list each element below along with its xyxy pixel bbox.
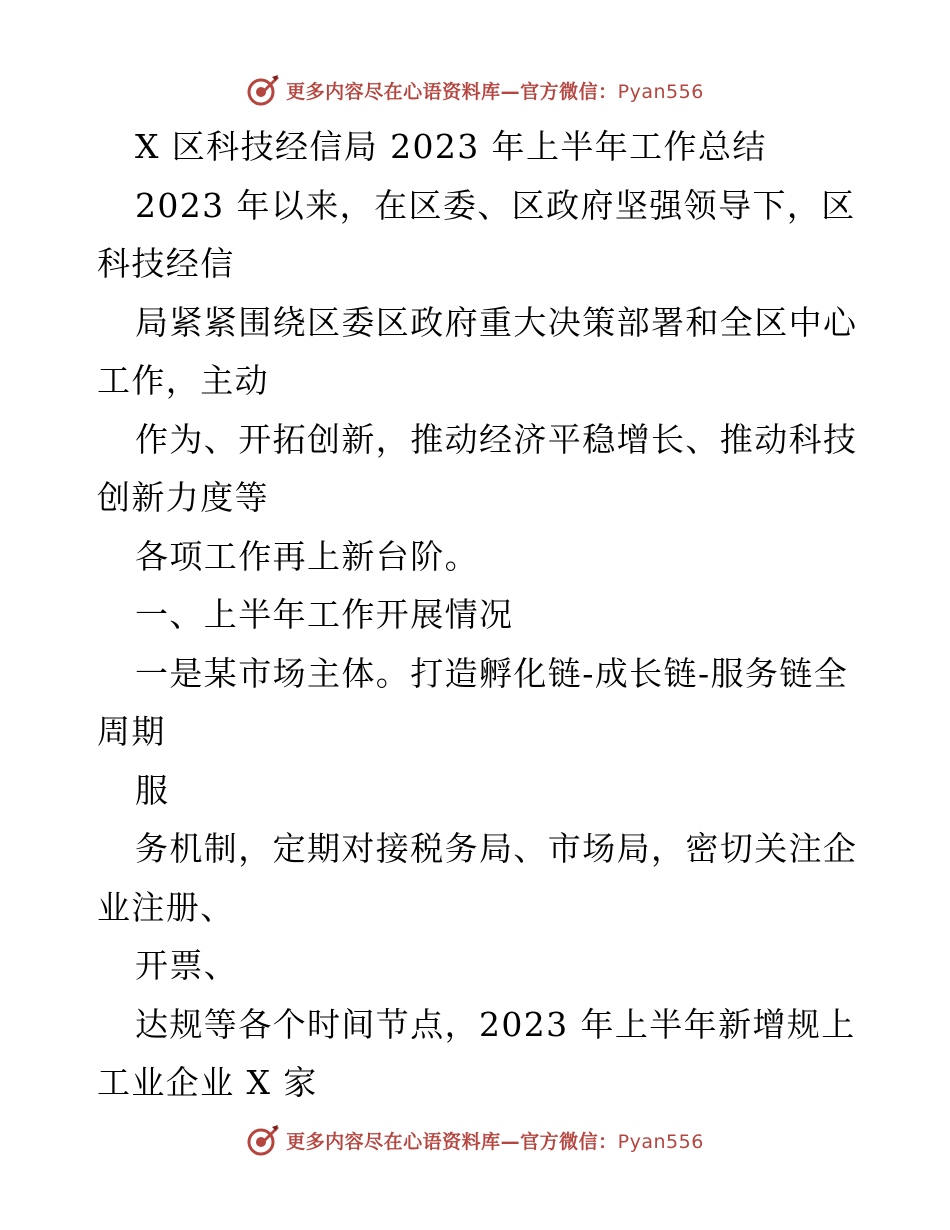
header-watermark-banner [0,70,950,110]
text-line: 2023 年以来，在区委、区政府坚强领导下，区 [135,185,856,225]
text-line: 务机制，定期对接税务局、市场局，密切关注企 [135,829,858,868]
text-line: X 区科技经信局 2023 年上半年工作总结 [135,127,767,166]
text-line: 创新力度等 [97,478,269,517]
quill-pen-circle-icon [246,1123,280,1157]
quill-pen-circle-icon [246,73,280,107]
text-line: 服 [135,770,170,810]
watermark-text: 更多内容尽在心语资料库—官方微信：Pyan556 [286,80,704,103]
document-body [97,118,857,1113]
text-line: 周期 [97,712,166,751]
text-line: 业注册、 [97,887,235,927]
text-line: 开票、 [135,946,239,985]
text-line: 局紧紧围绕区委区政府重大决策部署和全区中心 [135,302,858,342]
text-line: 作为、开拓创新，推动经济平稳增长、推动科技 [135,419,858,459]
text-line: 一、上半年工作开展情况 [135,595,514,634]
text-line: 科技经信 [97,244,235,283]
watermark-text: 更多内容尽在心语资料库—官方微信：Pyan556 [286,1130,704,1153]
text-line: 工作，主动 [97,361,269,400]
text-line: 工业企业 X 家 [97,1063,318,1102]
footer-watermark-banner [0,1120,950,1160]
text-line: 各项工作再上新台阶。 [135,536,479,576]
text-line: 达规等各个时间节点，2023 年上半年新增规上 [135,1004,856,1044]
text-line: 一是某市场主体。打造孵化链-成长链-服务链全 [135,653,849,693]
